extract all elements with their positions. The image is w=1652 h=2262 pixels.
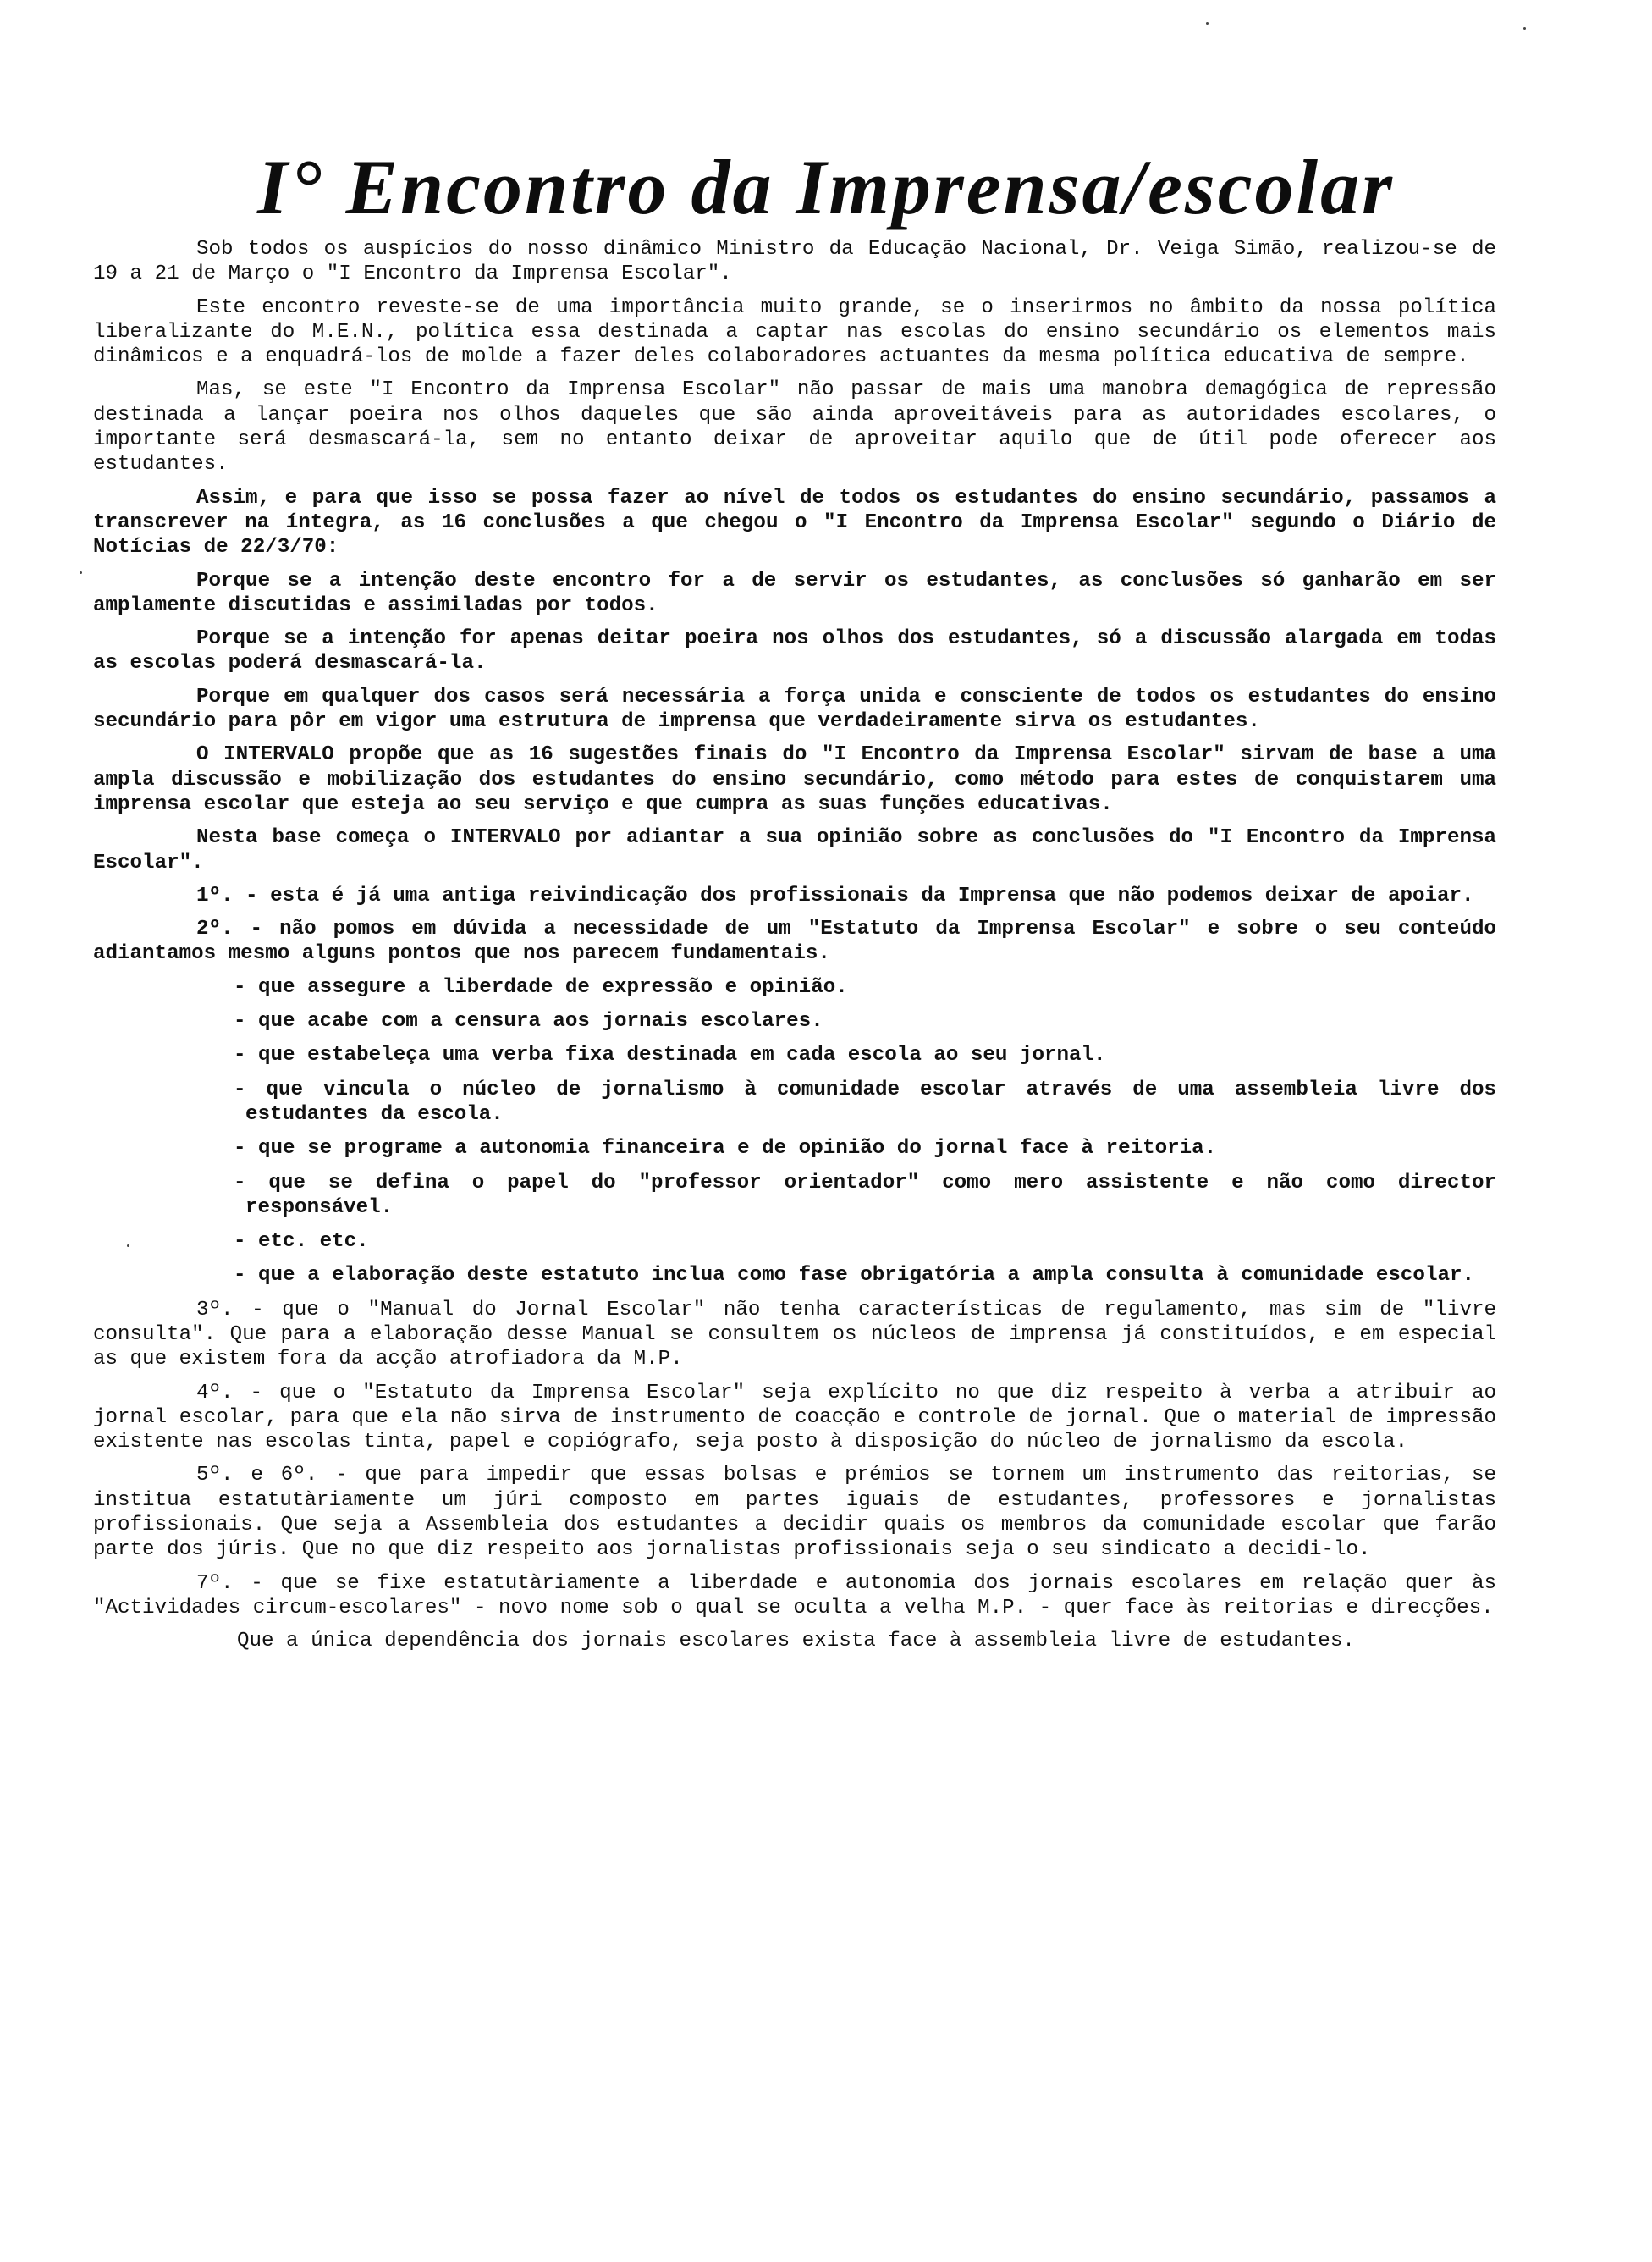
document-body [93, 237, 1496, 1663]
conclusion-2: 2º. - não pomos em dúvida a necessidade de um "Estatuto da Imprensa Escolar" e sobre o seu conteúdo adiantamos mesmo alguns pontos que nos parecem fundamentais. [93, 918, 1496, 966]
bold-paragraph-1: Porque em qualquer dos casos será necessária a força unida e consciente de todos os estudantes do ensino secundário para pôr em vigor uma estrutura de imprensa que verdadeiramente sirva os estudantes. [93, 685, 1496, 734]
list-item: - que a elaboração deste estatuto inclua como fase obrigatória a ampla consulta à comunidade escolar. [234, 1264, 1475, 1288]
list-item: - que se defina o papel do "professor orientador" como mero assistente e não como director responsável. [234, 1171, 1496, 1219]
intro-paragraph-4: Assim, e para que isso se possa fazer ao nível de todos os estudantes do ensino secundário, passamos a transcrever na íntegra, as 16 conclusões a que chegou o "I Encontro da Imprensa Escolar" segundo o Diário de Notícias de 22/3/70: [93, 486, 1496, 560]
bold-paragraph-2: O INTERVALO propõe que as 16 sugestões finais do "I Encontro da Imprensa Escolar" sirvam de base a uma ampla discussão e mobilização dos estudantes do ensino secundário, como método para estes de conquistarem uma imprensa escolar que esteja ao seu serviço e que cumpra as suas funções educativas. [93, 743, 1496, 816]
page-title: I° Encontro da Imprensa/escolar [257, 144, 1395, 230]
conclusion-1: 1º. - esta é já uma antiga reivindicação dos profissionais da Imprensa que não podemos deixar de apoiar. [196, 884, 1474, 908]
intro-paragraph-3: Mas, se este "I Encontro da Imprensa Escolar" não passar de mais uma manobra demagógica de repressão destinada a lançar poeira nos olhos daqueles que são ainda aproveitáveis para as autoridades escolares, o importante será desmascará-la, sem no entanto deixar de aproveitar aquilo que de útil pode oferecer aos estudantes. [93, 378, 1496, 477]
scan-speck [127, 1244, 129, 1247]
list-item: - etc. etc. [234, 1230, 369, 1254]
list-item: - que assegure a liberdade de expressão e opinião. [234, 975, 848, 999]
list-item: - que estabeleça uma verba fixa destinada em cada escola ao seu jornal. [234, 1044, 1106, 1068]
conclusion-3: 3º. - que o "Manual do Jornal Escolar" não tenha características de regulamento, mas sim de "livre consulta". Que para a elaboração desse Manual se consultem os núcleos de imprensa já constituídos, e em especial as que existem fora da acção atrofiadora da M.P. [93, 1298, 1496, 1371]
intro-paragraph-2: Este encontro reveste-se de uma importância muito grande, se o inserirmos no âmbito da nossa política liberalizante do M.E.N., política essa destinada a captar nas escolas do ensino secundário os elementos mais dinâmicos e a enquadrá-los de molde a fazer deles colaboradores actuantes da mesma política educativa de sempre. [93, 295, 1496, 369]
conclusion-5-6: 5º. e 6º. - que para impedir que essas bolsas e prémios se tornem um instrumento das reitorias, se institua estatutàriamente um júri composto em partes iguais de estudantes, professores e jornalistas profissionais. Que seja a Assembleia dos estudantes a decidir quais os membros da comunidade escolar que farão parte dos júris. Que no que diz respeito aos jornalistas profissionais seja o seu sindicato a decidi-lo. [93, 1464, 1496, 1562]
list-item: - que se programe a autonomia financeira e de opinião do jornal face à reitoria. [234, 1137, 1217, 1161]
intro-paragraph-1: Sob todos os auspícios do nosso dinâmico Ministro da Educação Nacional, Dr. Veiga Simão, realizou-se de 19 a 21 de Março o "I Encontro da Imprensa Escolar". [93, 238, 1496, 286]
closing-paragraph: Que a única dependência dos jornais escolares exista face à assembleia livre de estudantes. [237, 1630, 1355, 1653]
scan-speck [1523, 27, 1526, 30]
scan-speck [80, 571, 82, 574]
scan-speck [1206, 22, 1209, 25]
bold-paragraph-3: Nesta base começa o INTERVALO por adiantar a sua opinião sobre as conclusões do "I Encontro da Imprensa Escolar". [93, 826, 1496, 874]
list-item: - que acabe com a censura aos jornais escolares. [234, 1010, 823, 1034]
list-item: - que vincula o núcleo de jornalismo à comunidade escolar através de uma assembleia livre dos estudantes da escola. [234, 1078, 1496, 1126]
intro-paragraph-5: Porque se a intenção deste encontro for a de servir os estudantes, as conclusões só ganharão em ser amplamente discutidas e assimiladas por todos. [93, 569, 1496, 617]
intro-paragraph-6: Porque se a intenção for apenas deitar poeira nos olhos dos estudantes, só a discussão alargada em todas as escolas poderá desmascará-la. [93, 627, 1496, 676]
conclusion-7: 7º. - que se fixe estatutàriamente a liberdade e autonomia dos jornais escolares em relação quer às "Actividades circum-escolares" - novo nome sob o qual se oculta a velha M.P. - quer face às reitorias e direcções. [93, 1571, 1496, 1619]
conclusion-4: 4º. - que o "Estatuto da Imprensa Escolar" seja explícito no que diz respeito à verba a atribuir ao jornal escolar, para que ela não sirva de instrumento de coacção e controle de jornal. Que o material de impressão existente nas escolas tinta, papel e copiógrafo, seja posto à disposição do núcleo de jornalismo da escola. [93, 1381, 1496, 1454]
